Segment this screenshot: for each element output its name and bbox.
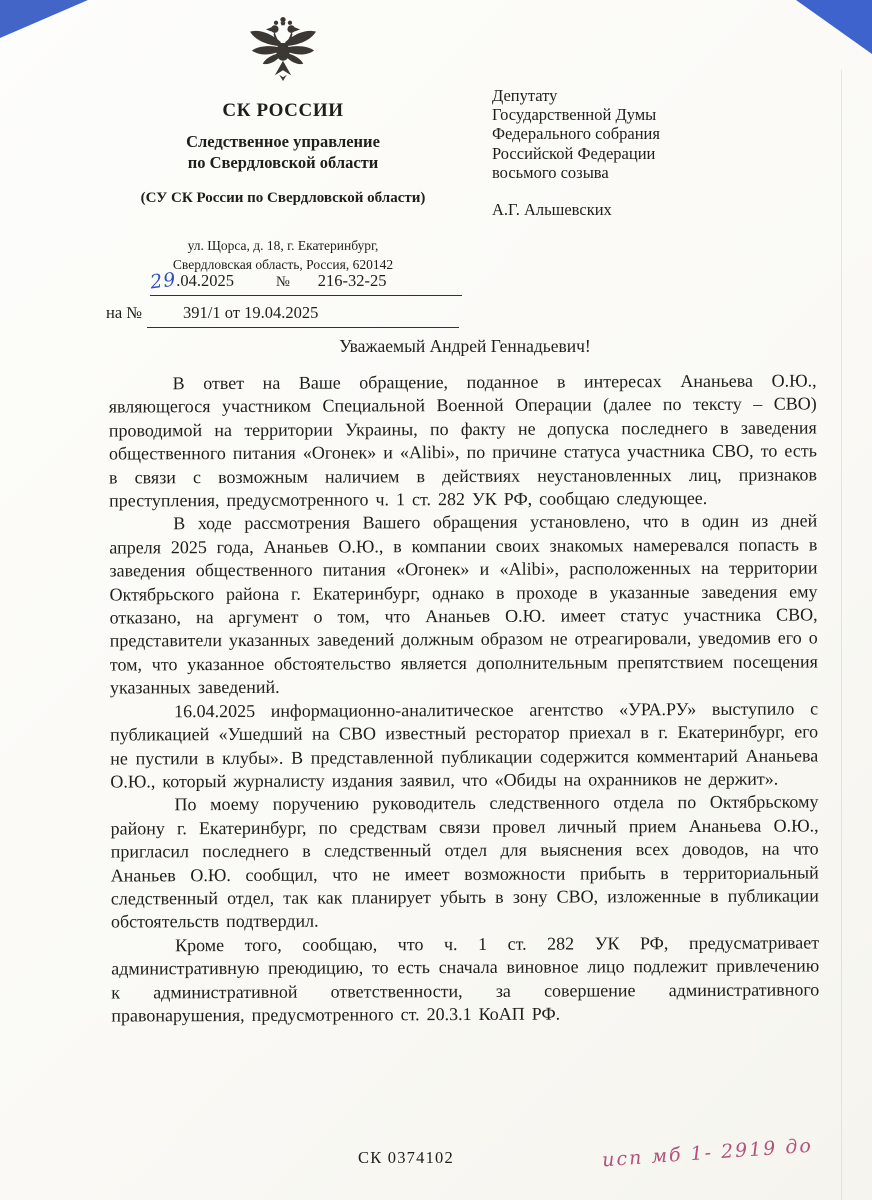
org-address-line-1: ул. Щорса, д. 18, г. Екатеринбург, bbox=[187, 238, 379, 253]
form-code: СК 0374102 bbox=[358, 1148, 454, 1167]
coat-of-arms-icon bbox=[245, 8, 321, 92]
org-department bbox=[106, 131, 460, 173]
recipient-line-4: Российской Федерации bbox=[492, 143, 656, 163]
body-paragraph-5: Кроме того, сообщаю, что ч. 1 ст. 282 УК РФ, предусматривает административную преюдицию, то есть сначала виновное лицо подлежит привлечению к административной ответственности, за совершение административного правонарушения, предусмотренного ст. 20.3.1 КоАП РФ. bbox=[111, 932, 820, 1026]
body-paragraph-4: По моему поручению руководитель следственного отдела по Октябрьскому району г. Екатеринбург, по средствам связи провел личный прием Ананьева О.Ю., пригласил последнего в следственный отдел для выяснения всех доводов, на что Ананьев О.Ю. сообщил, что не имеет возможности прибыть в территориальный следственный отдел, так как планирует убыть в зону СВО, изложенные в публикации обстоятельств подтвердил. bbox=[110, 791, 819, 932]
scan-corner-top-left bbox=[0, 0, 88, 38]
org-department-line-2: по Свердловской области bbox=[187, 153, 379, 172]
handwritten-date-day: 29 bbox=[148, 268, 178, 294]
recipient-line-5: восьмого созыва bbox=[492, 162, 609, 182]
recipient-line-2: Государственной Думы bbox=[492, 105, 657, 125]
reference-value: 391/1 от 19.04.2025 bbox=[183, 303, 319, 322]
org-abbreviation: (СУ СК России по Свердловской области) bbox=[140, 190, 426, 206]
letterhead bbox=[106, 8, 460, 274]
body-paragraph-1: В ответ на Ваше обращение, поданное в интересах Ананьева О.Ю., являющегося участником Специальной Военной Операции (далее по тексту – СВО) проводимой на территории Украины, по факту не допуска последнего в заведения общественного питания «Огонек» и «Alibi», по причине статуса участника СВО, то есть в связи с возможным наличием в действиях неустановленных лиц, признаков преступления, предусмотренного ч. 1 ст. 282 УК РФ, сообщаю следующее. bbox=[108, 370, 818, 511]
recipient-name: А.Г. Альшевских bbox=[492, 200, 612, 220]
recipient-block bbox=[492, 86, 660, 219]
reference-label: на № bbox=[106, 303, 143, 322]
body-paragraph-3: 16.04.2025 информационно-аналитическое агентство «УРА.РУ» выступило с публикацией «Ушедший на СВО известный ресторатор приехал в г. Екатеринбург, его не пустили в клубы». В представленной публикации содержится комментарий Ананьева О.Ю., который журналисту издания заявил, что «Обиды на охранников не держит». bbox=[110, 698, 819, 792]
doc-number: 216-32-25 bbox=[317, 271, 387, 290]
recipient-line-3: Федерального собрания bbox=[492, 124, 660, 144]
body-paragraph-2: В ходе рассмотрения Вашего обращения установлено, что в один из дней апреля 2025 года, Ананьев О.Ю., в компании своих знакомых намеревался попасть в заведения общественного питания «Огонек» и «Alibi», расположенных на территории Октябрьского района г. Екатеринбург, однако в проходе в указанные заведения ему отказано, на аргумент о том, что Ананьев О.Ю. имеет статус участника СВО, представители указанных заведений должным образом не отреагировали, уведомив его о том, что указанное обстоятельство является дополнительным препятствием посещения указанных заведений. bbox=[109, 510, 818, 698]
salutation: Уважаемый Андрей Геннадьевич! bbox=[339, 336, 591, 356]
letter-body bbox=[109, 369, 820, 1027]
scan-edge-line bbox=[841, 70, 842, 1200]
org-department-line-1: Следственное управление bbox=[186, 132, 380, 151]
org-address-line-2: Свердловская область, Россия, 620142 bbox=[172, 257, 394, 272]
handwritten-note: исп мб 1- 2919 до bbox=[601, 1134, 814, 1172]
doc-date-row bbox=[150, 269, 462, 296]
number-sign: № bbox=[275, 274, 290, 290]
org-name: СК РОССИИ bbox=[222, 100, 344, 121]
reference-row bbox=[106, 303, 459, 328]
doc-date-typed: .04.2025 bbox=[176, 271, 234, 290]
scan-corner-top-right bbox=[796, 0, 872, 54]
recipient-line-1: Депутату bbox=[492, 86, 558, 105]
reference-value-underline bbox=[147, 303, 459, 328]
